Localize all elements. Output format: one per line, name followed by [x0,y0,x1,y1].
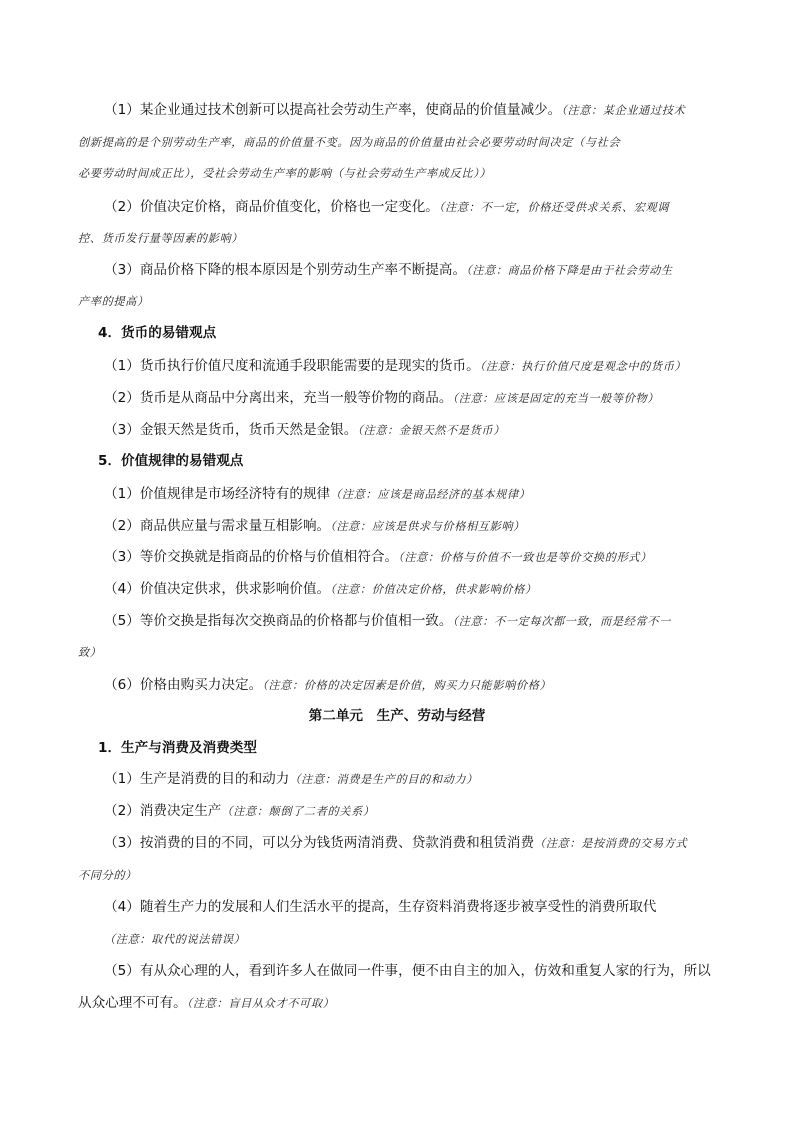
text-line: （1）生产是消费的目的和动力（注意：消费是生产的目的和动力） [104,771,478,787]
section-heading: 4．货币的易错观点 [98,325,217,341]
text-line: （5）有从众心理的人，看到许多人在做同一件事，便不由自主的加入，仿效和重复人家的行为，所以 [104,963,711,979]
text-line: （1）货币执行价值尺度和流通手段职能需要的是现实的货币。（注意：执行价值尺度是观念中的货币） [104,358,687,374]
section-heading: 1．生产与消费及消费类型 [98,740,257,756]
text-line: （2）货币是从商品中分离出来，充当一般等价物的商品。（注意：应该是固定的充当一般等价物） [104,390,660,406]
text-line: （2）消费决定生产（注意：颠倒了二者的关系） [104,803,375,819]
text-line: 致） [78,646,102,659]
text-line: （3）金银天然是货币，货币天然是金银。（注意：金银天然不是货币） [104,422,505,438]
unit-title: 第二单元 生产、劳动与经营 [308,708,486,724]
text-line: （3）等价交换就是指商品的价格与价值相符合。（注意：价格与价值不一致也是等价交换的形式） [104,549,652,565]
text-line: 必要劳动时间成正比），受社会劳动生产率的影响（与社会劳动生产率成反比）） [78,167,492,180]
text-line: （1）某企业通过技术创新可以提高社会劳动生产率，使商品的价值量减少。（注意：某企业通过技术 [104,102,686,118]
text-line: （注意：取代的说法错误） [104,933,246,946]
text-line: 创新提高的是个别劳动生产率，商品的价值量不变。因为商品的价值量由社会必要劳动时间决定（与社会 [78,136,621,149]
text-line: （2）商品供应量与需求量互相影响。（注意：应该是供求与价格相互影响） [104,518,525,534]
section-heading: 5．价值规律的易错观点 [98,453,244,469]
text-line: 不同分的） [78,869,137,882]
text-line: （3）商品价格下降的根本原因是个别劳动生产率不断提高。（注意：商品价格下降是由于社会劳动生 [104,262,673,278]
text-line: （1）价值规律是市场经济特有的规律（注意：应该是商品经济的基本规律） [104,486,531,502]
text-line: 产率的提高） [78,295,149,308]
text-line: （4）价值决定供求，供求影响价值。（注意：价值决定价格，供求影响价格） [104,581,537,597]
text-line: 控、货币发行量等因素的影响） [78,232,244,245]
text-line: （6）价格由购买力决定。（注意：价格的决定因素是价值，购买力只能影响价格） [104,677,552,693]
text-line: （4）随着生产力的发展和人们生活水平的提高，生存资料消费将逐步被享受性的消费所取代 [104,899,657,915]
text-line: 从众心理不可有。（注意：盲目从众才不可取） [78,995,335,1011]
text-line: （2）价值决定价格，商品价值变化，价格也一定变化。（注意：不一定，价格还受供求关系、宏观调 [104,199,670,215]
text-line: （3）按消费的目的不同，可以分为钱货两清消费、贷款消费和租赁消费（注意：是按消费的交易方式 [104,835,688,851]
text-line: （5）等价交换是指每次交换商品的价格都与价值相一致。（注意：不一定每次都一致，而是经常不一 [104,613,671,629]
